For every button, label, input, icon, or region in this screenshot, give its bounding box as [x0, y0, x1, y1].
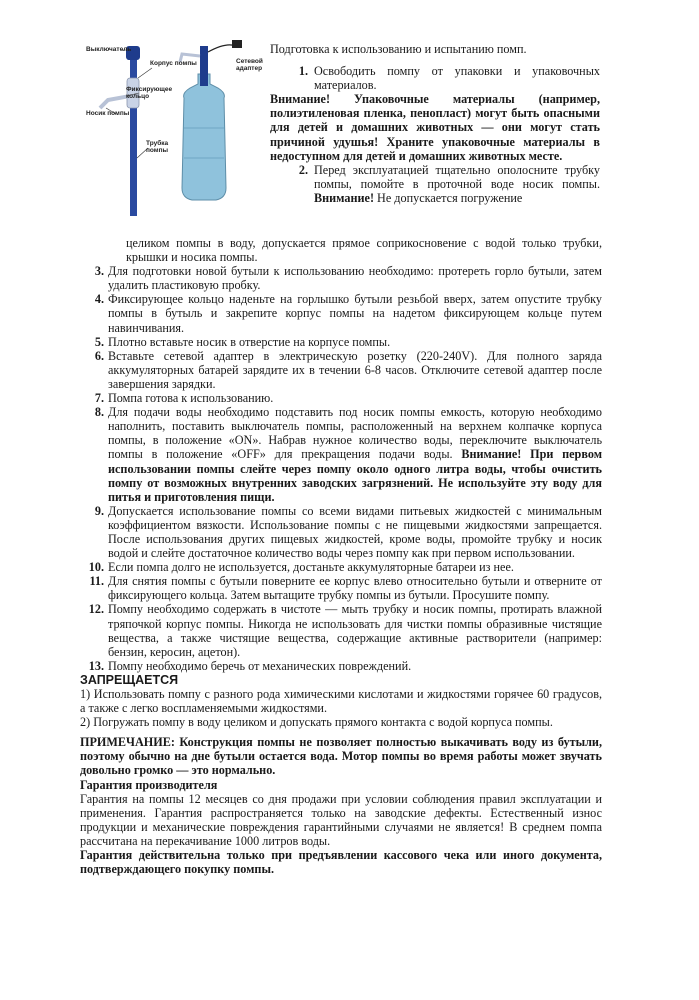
pump-tube-right — [200, 46, 208, 86]
note-paragraph: ПРИМЕЧАНИЕ: Конструкция помпы не позволяет полностью выкачивать воду из бутыли, поэтому обычно на дне бутыли остается вода. Мотор помпы во время работы может звучать довольно громко — это нормально. — [80, 735, 602, 778]
pump-illustration — [86, 38, 266, 228]
item-text: Перед эксплуатацией тщательно ополосните трубку помпы, помойте в проточной воде носик помпы. — [314, 162, 600, 191]
list-item — [80, 349, 602, 391]
item-text: Для подготовки новой бутыли к использованию необходимо: протереть горло бутыли, затем удалить пластиковую пробку. — [108, 264, 602, 293]
list-item — [80, 560, 602, 574]
item-text: Для снятия помпы с бутыли поверните ее корпус влево относительно бутыли и отверните от фиксирующего кольца. Затем вытащите трубку помпы из бутыли. Просушите помпу. — [108, 574, 602, 603]
item-text: Помпу необходимо беречь от механических повреждений. — [108, 658, 412, 673]
first-use-warning: Внимание! При первом использовании помпы слейте через помпу около одного литра воды, чтобы очистить помпу от возможных внутренних заводских загрязнений. Не используйте эту воду для питья и приготовления пищи. — [108, 447, 602, 504]
item-text-cont: Не допускается погружение — [377, 190, 523, 205]
item-2-continuation: целиком помпы в воду, допускается прямое соприкосновение с водой только трубки, крышки и носика помпы. — [126, 236, 602, 265]
list-item — [80, 264, 602, 292]
warranty-text: Гарантия на помпы 12 месяцев со дня продажи при условии соблюдения правил эксплуатации и применения. Гарантия распространяется только на заводские дефекты. Естественный износ продукции и механические повреждения гарантийными случаями не является! В среднем помпа рассчитана на перекачивание 1000 литров воды. — [80, 791, 602, 848]
item-number: 3. — [94, 264, 104, 279]
list-item — [80, 602, 602, 658]
adapter-cable — [208, 45, 236, 52]
instructions-list-b — [80, 504, 602, 673]
item-text: Для подачи воды необходимо подставить под носик помпы емкость, которую необходимо наполнить, поставить выключатель помпы, расположенный на верхнем колпачке корпуса помпы, в положение «ON». Набрав нужное количество воды, переключите выключатель помпы в положение «OFF» для прекращения подачи воды. — [108, 405, 602, 462]
main-section — [80, 236, 602, 876]
label-switch: Выключатель — [86, 46, 132, 53]
item-text: Фиксирующее кольцо наденьте на горлышко бутыли резьбой вверх, затем опустите трубку помпы в бутыль и закрепите корпус помпы на надетом фиксирующем кольце путем навинчивания. — [108, 292, 602, 335]
item-text: Плотно вставьте носик в отверстие на корпусе помпы. — [108, 334, 391, 349]
label-pump-body: Корпус помпы — [150, 60, 197, 67]
item-number: 13. — [88, 658, 104, 673]
list-item — [80, 659, 602, 673]
warning-label: Внимание! — [314, 190, 374, 205]
item-number: 2. — [298, 162, 308, 177]
item-number: 8. — [94, 405, 104, 420]
forbidden-rule-1: 1) Использовать помпу с разного рода химическими кислотами и жидкостями горячее 60 градусов, а также с легко воспламеняемыми жидкостями. — [80, 687, 602, 716]
instructions-list-a — [80, 264, 602, 405]
item-text: Помпу необходимо содержать в чистоте — мыть трубку и носик помпы, протирать влажной тряпочкой корпус помпы. Никогда не использовать для чистки помпы образивные чистящие вещества, а также чистящие вещества, содержащие активные растворители (например: бензин, керосин, ацетон). — [108, 602, 602, 659]
forbidden-rule-2: 2) Погружать помпу в воду целиком и допускать прямого контакта с водой корпуса помпы. — [80, 715, 553, 730]
water-bottle — [182, 74, 226, 200]
forbidden-title: ЗАПРЕЩАЕТСЯ — [80, 672, 179, 687]
item-text: Допускается использование помпы со всеми видами питьевых жидкостей с минимальным коэффициентом вязкости. Использование помпы с не пищевыми жидкостями запрещается. После использования других пищевых жидкостей, кроме воды, промойте трубку и носик водой и слейте достаточное количество воды через помпу как при первом использовании. — [108, 503, 602, 561]
label-nozzle: Носик помпы — [86, 110, 130, 117]
warranty-title: Гарантия производителя — [80, 777, 218, 792]
item-text: Вставьте сетевой адаптер в электрическую розетку (220-240V). Для полного заряда аккумуляторных батарей зарядите их в течении 6-8 часов. Отключите сетевой адаптер после завершения зарядки. — [108, 348, 602, 391]
item-number: 7. — [94, 391, 104, 406]
intro-item-1 — [270, 64, 600, 92]
intro-item-2 — [270, 163, 600, 205]
item-number: 9. — [94, 503, 104, 518]
packaging-warning: Внимание! Упаковочные материалы (например, полиэтиленовая пленка, пенопласт) могут быть опасными для детей и домашних животных — они могут стать причиной удушья! Храните упаковочные материалы в недоступном для детей и домашних животных месте. — [270, 92, 600, 163]
list-item — [80, 391, 602, 405]
intro-title: Подготовка к использованию и испытанию помп. — [270, 42, 527, 56]
label-ring: Фиксирующее кольцо — [126, 86, 173, 100]
list-item — [80, 335, 602, 349]
adapter-plug — [232, 40, 242, 48]
item-text: Освободить помпу от упаковки и упаковочных материалов. — [314, 64, 600, 93]
list-item-8 — [80, 405, 602, 504]
list-item — [80, 574, 602, 602]
item-number: 4. — [94, 292, 104, 307]
item-number: 10. — [88, 560, 104, 575]
list-item — [80, 504, 602, 560]
item-number: 5. — [94, 334, 104, 349]
item-number: 1. — [298, 64, 308, 79]
item-number: 12. — [88, 602, 104, 617]
label-adapter: Сетевой адаптер — [236, 58, 263, 72]
intro-section — [270, 42, 600, 205]
label-tube: Трубка помпы — [146, 140, 169, 154]
list-item — [80, 292, 602, 334]
warranty-condition: Гарантия действительна только при предъявлении кассового чека или иного документа, подтверждающего покупку помпы. — [80, 848, 602, 877]
item-number: 6. — [94, 348, 104, 363]
item-text: Если помпа долго не используется, достаньте аккумуляторные батареи из нее. — [108, 560, 514, 575]
item-number: 11. — [89, 574, 104, 589]
item-text: Помпа готова к использованию. — [108, 391, 274, 406]
